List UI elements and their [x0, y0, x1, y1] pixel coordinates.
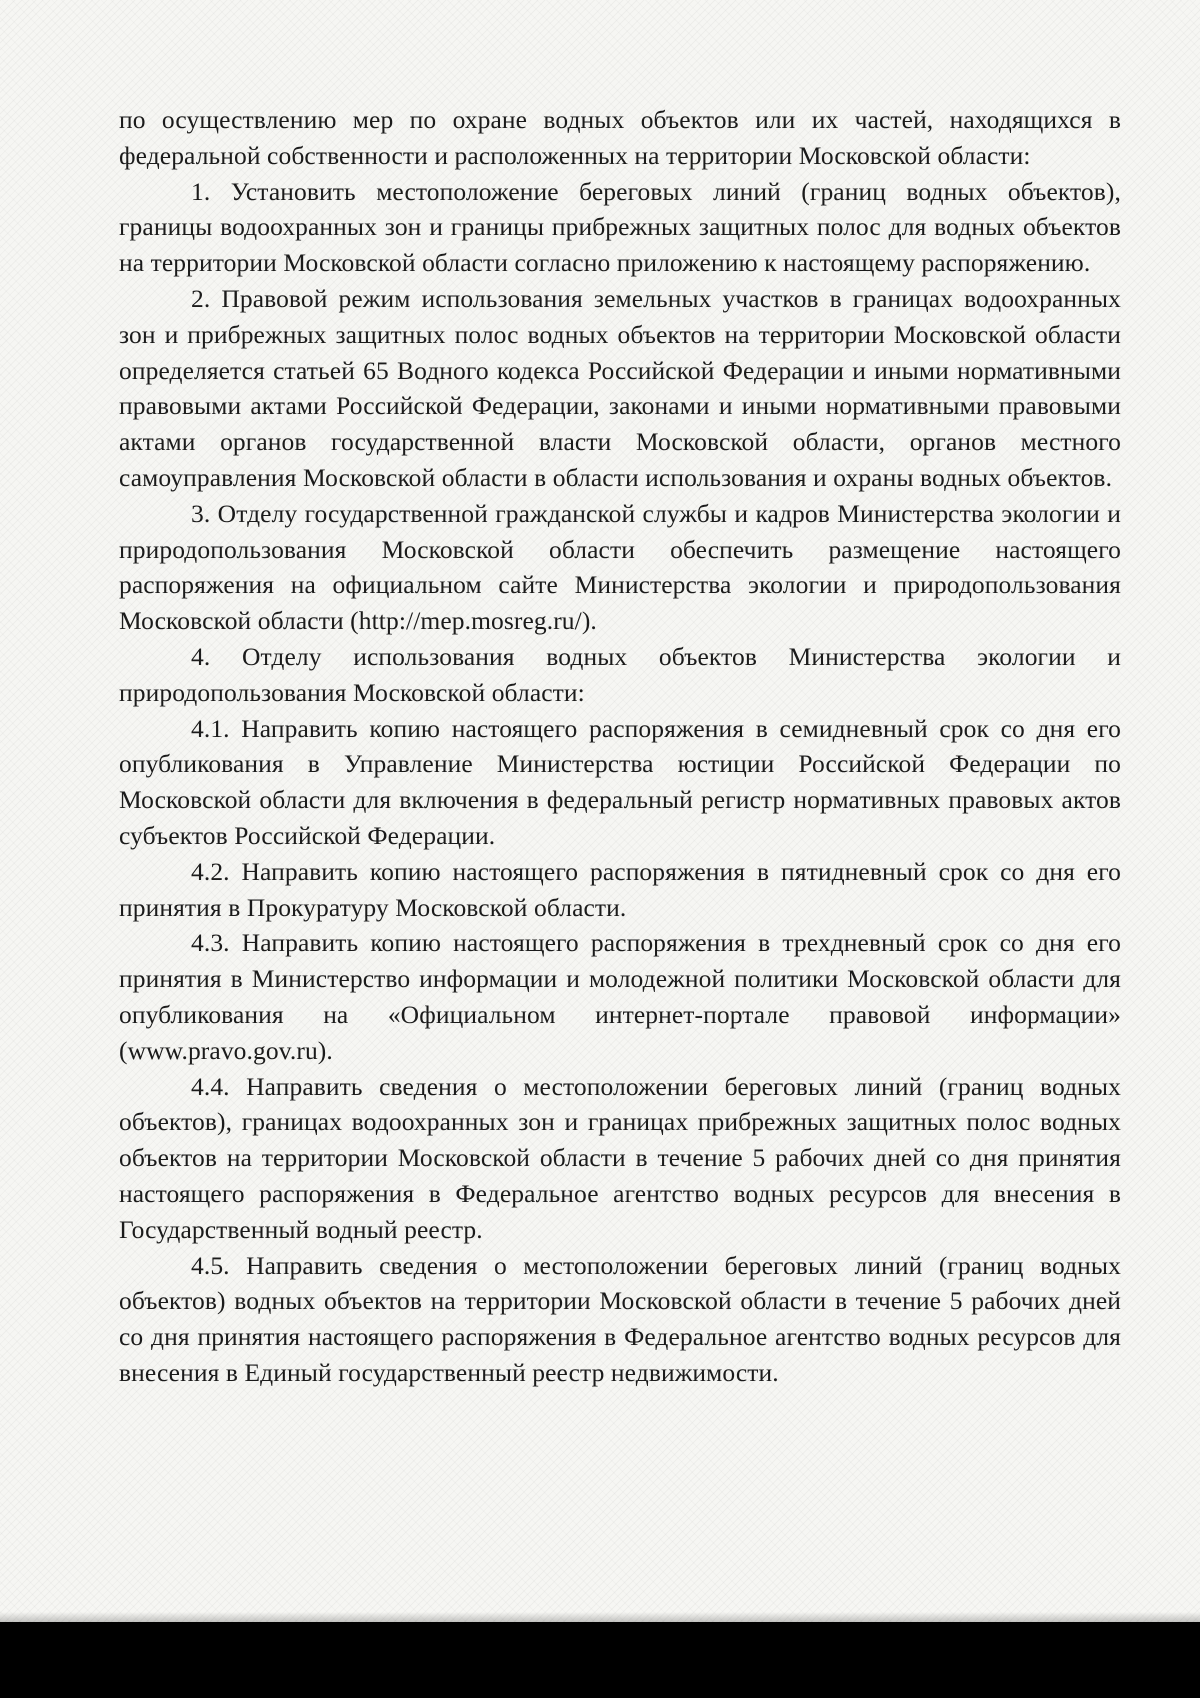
paragraph-1: 1. Установить местоположение береговых линий (границ водных объектов), границы водоохранных зон и границы прибрежных защитных полос для водных объектов на территории Московской области согласно приложению к настоящему распоряжению.: [119, 176, 1121, 278]
paragraph-4-1: 4.1. Направить копию настоящего распоряжения в семидневный срок со дня его опубликования в Управление Министерства юстиции Российской Федерации по Московской области для включения в федеральный регистр нормативных правовых актов субъектов Российской Федерации.: [119, 713, 1121, 850]
paragraph-4-4: 4.4. Направить сведения о местоположении береговых линий (границ водных объектов), границах водоохранных зон и границах прибрежных защитных полос водных объектов на территории Московской области в течение 5 рабочих дней со дня принятия настоящего распоряжения в Федеральное агентство водных ресурсов для внесения в Государственный водный реестр.: [119, 1071, 1121, 1244]
paragraph-3: 3. Отделу государственной гражданской службы и кадров Министерства экологии и природопользования Московской области обеспечить размещение настоящего распоряжения на официальном сайте Министерства экологии и природопользования Московской области (http://mep.mosreg.ru/).: [119, 498, 1121, 636]
document-body: [119, 102, 1121, 1391]
paragraph-4-3: 4.3. Направить копию настоящего распоряжения в трехдневный срок со дня его принятия в Министерство информации и молодежной политики Московской области для опубликования на «Официальном интернет-портале правовой информации» (www.pravo.gov.ru).: [119, 928, 1121, 1065]
paragraph-2: 2. Правовой режим использования земельных участков в границах водоохранных зон и прибрежных защитных полос водных объектов на территории Московской области определяется статьей 65 Водного кодекса Российской Федерации и иными нормативными правовыми актами Российской Федерации, законами и иными нормативными правовыми актами органов государственной власти Московской области, органов местного самоуправления Московской области в области использования и охраны водных объектов.: [119, 283, 1121, 492]
paragraph-4: 4. Отделу использования водных объектов Министерства экологии и природопользования Московской области:: [119, 641, 1121, 707]
paragraph-4-5: 4.5. Направить сведения о местоположении береговых линий (границ водных объектов) водных объектов на территории Московской области в течение 5 рабочих дней со дня принятия настоящего распоряжения в Федеральное агентство водных ресурсов для внесения в Единый государственный реестр недвижимости.: [119, 1250, 1121, 1387]
intro-paragraph: по осуществлению мер по охране водных объектов или их частей, находящихся в федеральной собственности и расположенных на территории Московской области:: [119, 105, 1121, 170]
scan-border: [0, 1622, 1200, 1698]
paragraph-4-2: 4.2. Направить копию настоящего распоряжения в пятидневный срок со дня его принятия в Прокуратуру Московской области.: [119, 856, 1121, 922]
